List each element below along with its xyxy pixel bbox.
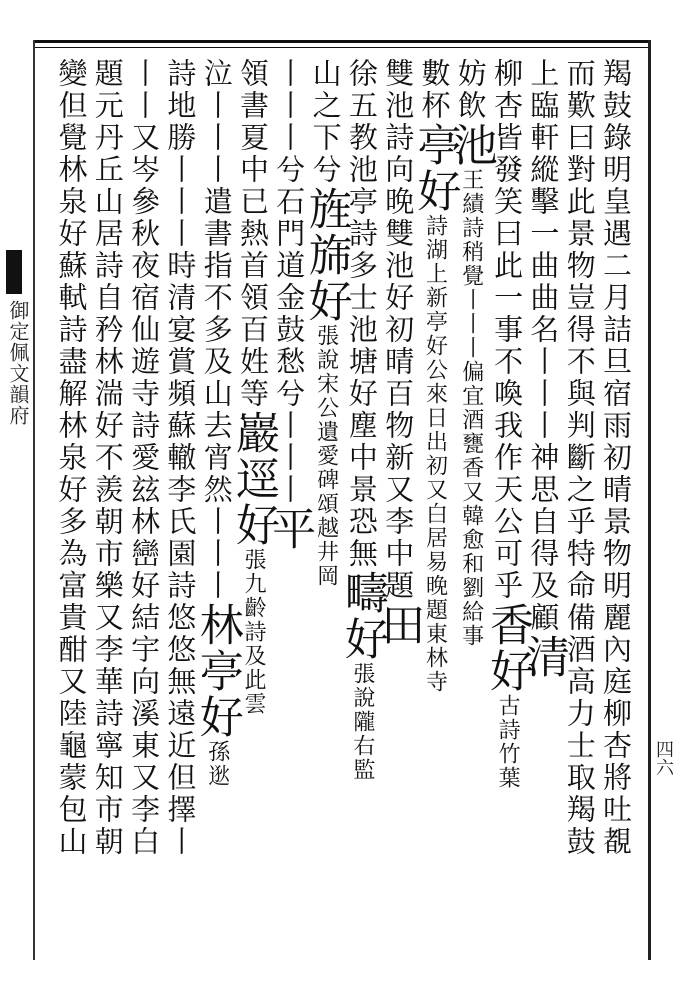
headword: 田 bbox=[373, 602, 425, 648]
text-column bbox=[54, 58, 90, 948]
text-segment: 變但覺林泉好蘇軾詩盡解林泉好多為富貴酣又陸龜蒙包山 bbox=[54, 58, 89, 858]
text-segment: 柳杏皆發笑曰此一事不喚我作天公可乎 bbox=[490, 58, 525, 602]
annotation: 張說隴右監 bbox=[349, 662, 375, 782]
text-segment: 兮石門道金鼓愁兮丨丨丨 bbox=[272, 154, 307, 506]
text-column bbox=[482, 58, 534, 948]
annotation: 張九齡詩及此雲 bbox=[241, 548, 266, 716]
headword: 旌旆好 bbox=[300, 186, 352, 324]
top-border-line bbox=[35, 40, 650, 43]
text-segment: 山去宵然丨丨丨 bbox=[199, 378, 234, 602]
margin-marker bbox=[6, 250, 22, 294]
text-column bbox=[90, 58, 126, 948]
text-segment: 領書夏中已熱首領百姓等 bbox=[236, 58, 270, 410]
text-segment: 數杯 bbox=[417, 58, 452, 122]
headword: 林亭好 bbox=[191, 602, 243, 740]
text-segment: 上臨軒縱擊一曲曲名丨丨丨神思自得及顧 bbox=[526, 58, 561, 634]
annotation: 詩湖上新亭好公來日出初又白居易晚題東林寺 bbox=[422, 214, 448, 694]
headword: 亭好 bbox=[409, 122, 461, 214]
text-column bbox=[300, 58, 352, 948]
text-column bbox=[518, 58, 570, 948]
left-border-line bbox=[33, 40, 35, 960]
text-column bbox=[598, 58, 634, 948]
top-border-line-thin bbox=[35, 47, 650, 48]
page-number: 四六 bbox=[653, 740, 674, 776]
headword: 池 bbox=[445, 122, 497, 168]
text-segment: 泣丨丨丨遣書指不多及 bbox=[199, 58, 234, 378]
text-segment: 題元丹丘山居詩自矜林湍好不羨朝市樂又李華詩寧知市朝 bbox=[90, 58, 125, 858]
text-segment: 雙池詩向晚雙池好初晴百物新又李中題 bbox=[381, 58, 416, 602]
annotation: 王績詩稍覺丨丨丨偏宜酒甕香又韓愈和劉給事 bbox=[458, 168, 484, 648]
text-column bbox=[409, 58, 461, 948]
text-segment: 羯鼓錄明皇遇二月詰旦宿雨初晴景物明麗內庭柳杏將吐覩 bbox=[599, 58, 633, 858]
text-segment: 詩地勝丨丨丨時清宴賞頻蘇轍李氏園詩悠悠無遠近但擇丨 bbox=[163, 58, 198, 858]
text-column bbox=[228, 58, 279, 948]
right-border-line bbox=[648, 40, 651, 960]
text-segment: 妨飲 bbox=[453, 58, 488, 122]
annotation: 張說宋公遺愛碑頌越井岡 bbox=[313, 324, 339, 588]
text-column bbox=[162, 58, 198, 948]
text-column bbox=[126, 58, 162, 948]
headword: 清 bbox=[518, 634, 570, 680]
text-segment: 丨丨丨 bbox=[272, 58, 307, 154]
text-column bbox=[191, 58, 243, 948]
text-segment: 徐五教池亭詩多士池塘好塵中景恐無 bbox=[344, 58, 379, 570]
headword: 疇好 bbox=[336, 570, 388, 662]
text-column bbox=[373, 58, 425, 948]
text-segment: 丨丨又岑參秋夜宿仙遊寺詩愛玆林巒好結宇向溪東又李白 bbox=[127, 58, 162, 858]
headword: 巖逕好 bbox=[228, 410, 279, 548]
annotation: 孫逖 bbox=[204, 740, 230, 788]
margin-label: 御定佩文韻府 bbox=[6, 300, 30, 426]
headword: 平 bbox=[264, 506, 316, 552]
text-column bbox=[562, 58, 598, 948]
text-segment: 山之下兮 bbox=[308, 58, 343, 186]
text-segment: 而歎曰對此景物豈得不與判斷之乎特命備酒高力士取羯鼓 bbox=[562, 58, 597, 858]
annotation: 古詩竹葉 bbox=[495, 694, 521, 790]
headword: 香好 bbox=[482, 602, 534, 694]
